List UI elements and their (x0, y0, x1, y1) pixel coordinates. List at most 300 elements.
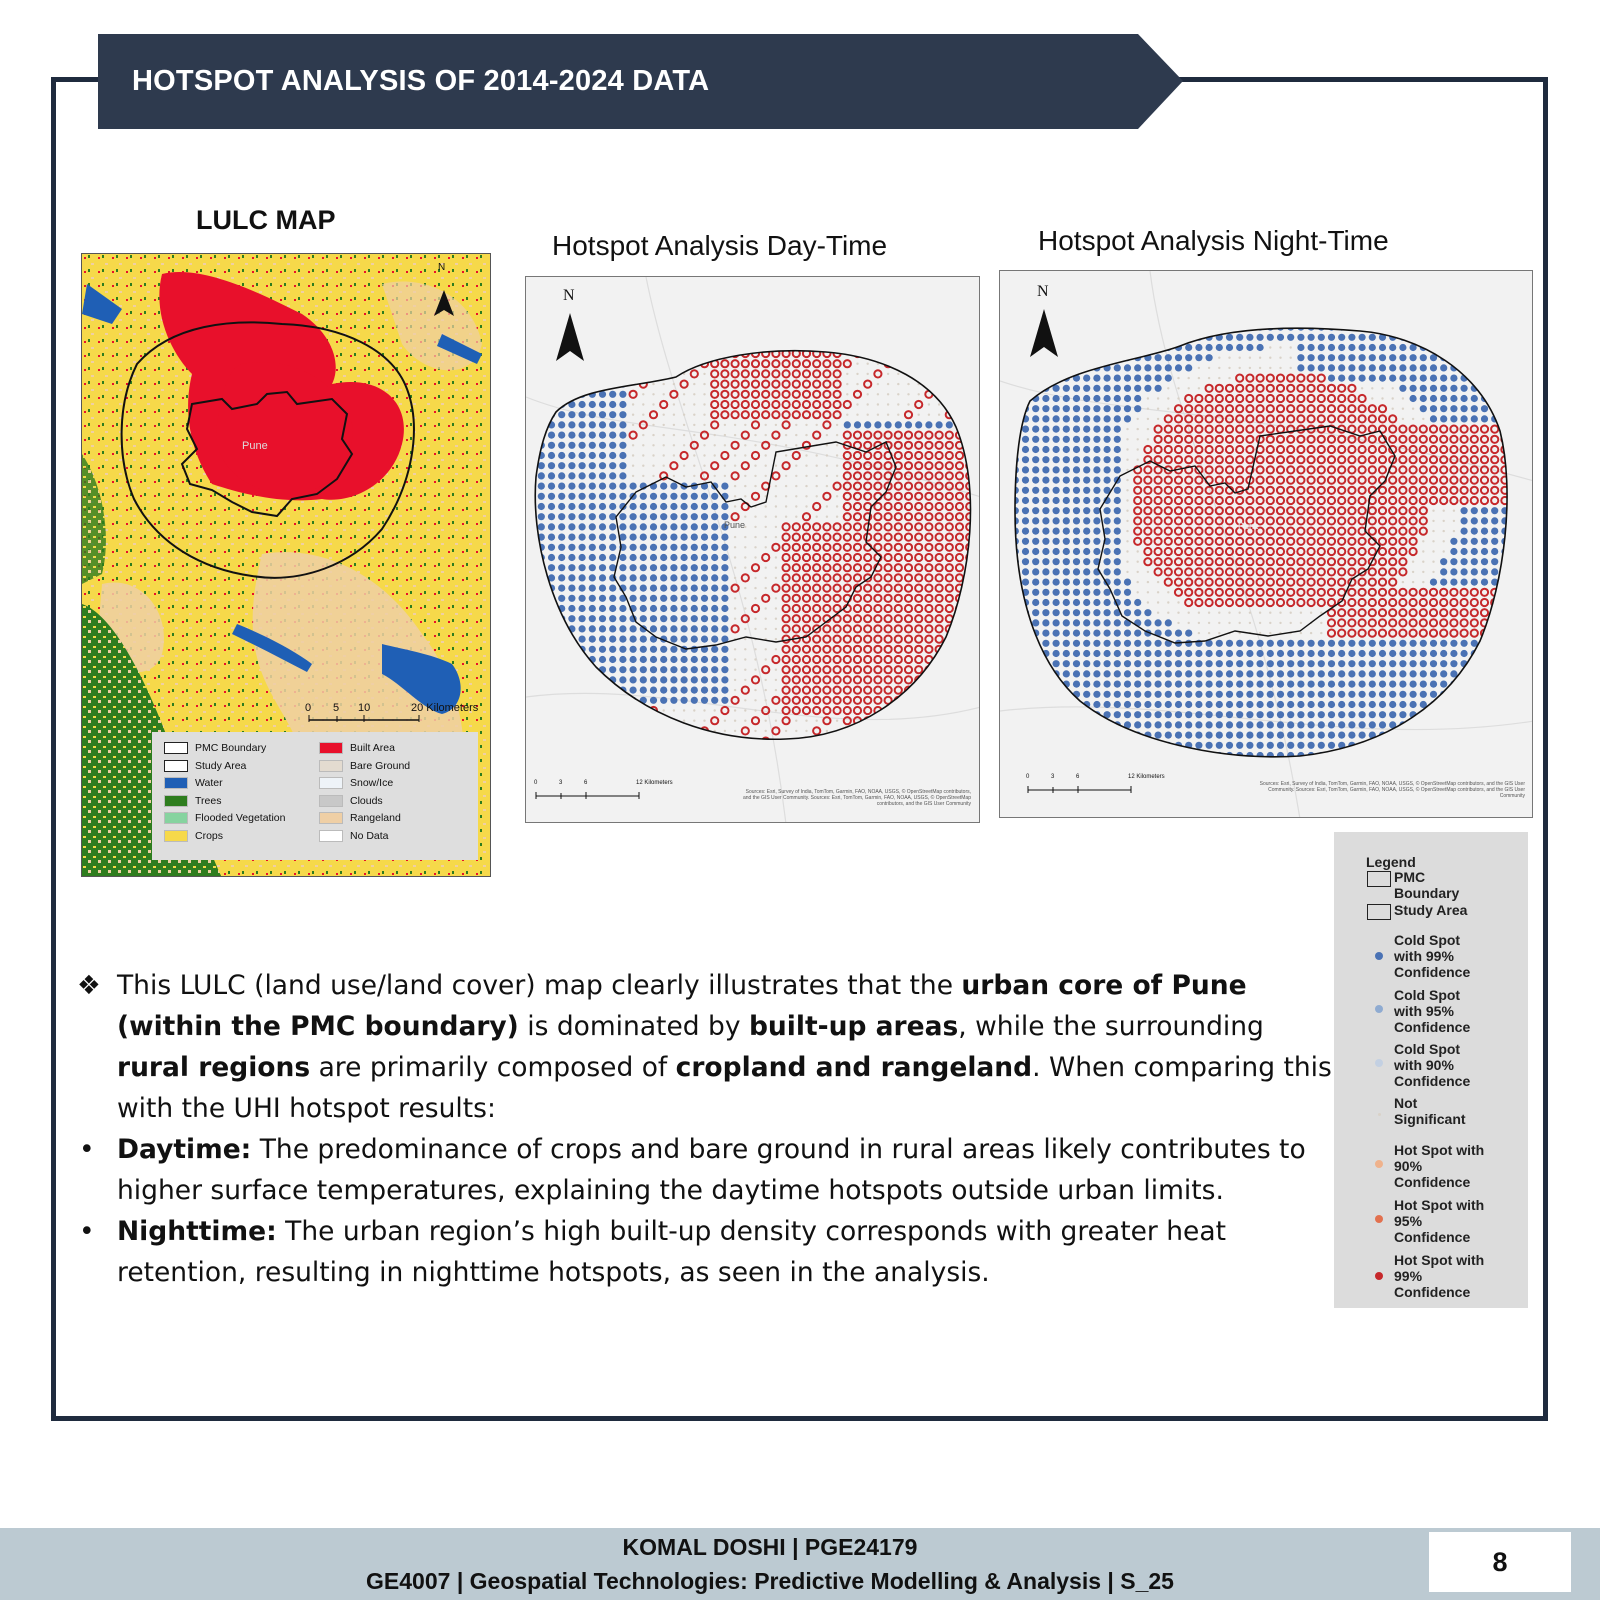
hotspot-dot (918, 373, 920, 375)
hotspot-dot (1165, 415, 1172, 422)
hotspot-dot (589, 503, 596, 510)
hotspot-dot (1308, 650, 1315, 657)
hotspot-dot (864, 625, 871, 632)
hotspot-dot (1300, 632, 1302, 634)
hotspot-dot (1399, 487, 1406, 494)
hotspot-dot (670, 574, 677, 581)
hotspot-dot (1185, 507, 1192, 514)
hotspot-dot (568, 513, 575, 520)
hotspot-dot (721, 299, 728, 306)
hotspot-dot (1501, 650, 1508, 657)
hotspot-dot (703, 312, 705, 314)
hotspot-dot (703, 781, 705, 783)
hotspot-dot (1216, 405, 1223, 412)
hotspot-dot (1104, 660, 1111, 667)
hotspot-dot (834, 523, 841, 530)
hotspot-dot (783, 421, 790, 428)
hotspot-dot (1002, 487, 1009, 494)
hotspot-dot (1073, 507, 1080, 514)
hotspot-dot (1512, 313, 1519, 320)
hotspot-dot (701, 432, 708, 439)
hotspot-dot (1512, 517, 1519, 524)
hotspot-dot (1134, 313, 1141, 320)
hotspot-dot (813, 370, 820, 377)
hotspot-dot (775, 689, 777, 691)
hotspot-dot (765, 618, 767, 620)
hotspot-dot (642, 393, 644, 395)
hotspot-dot (568, 472, 575, 479)
hotspot-dot (650, 564, 657, 571)
hotspot-dot (734, 618, 736, 620)
hotspot-dot (1267, 303, 1274, 310)
hotspot-dot (589, 636, 596, 643)
hotspot-dot (1083, 732, 1090, 739)
hotspot-dot (558, 676, 565, 683)
hotspot-dot (609, 697, 616, 704)
legend-swatch (319, 777, 343, 789)
hotspot-dot (1185, 548, 1192, 555)
hotspot-dot (1126, 459, 1128, 461)
hotspot-dot (579, 472, 586, 479)
hotspot-dot (1450, 711, 1457, 718)
hotspot-dot (864, 340, 871, 347)
hotspot-dot (1063, 487, 1070, 494)
hotspot-dot (1443, 510, 1445, 512)
hotspot-dot (1399, 364, 1406, 371)
hotspot-dot (1165, 691, 1172, 698)
hotspot-dot (1104, 619, 1111, 626)
hotspot-dot (1389, 415, 1396, 422)
hotspot-dot (1440, 599, 1447, 606)
hotspot-dot (918, 414, 920, 416)
hotspot-dot (599, 809, 606, 816)
hotspot-dot (558, 819, 565, 823)
hotspot-dot (874, 687, 881, 694)
hotspot-dot (1165, 660, 1172, 667)
hotspot-dot (673, 312, 675, 314)
hotspot-dot (1491, 640, 1498, 647)
hotspot-dot (538, 483, 545, 490)
hotspot-dot (1257, 691, 1264, 698)
hotspot-dot (1512, 446, 1519, 453)
hotspot-dot (795, 720, 797, 722)
hotspot-dot (793, 585, 800, 592)
hotspot-dot (976, 462, 980, 469)
hotspot-dot (754, 740, 756, 742)
hotspot-dot (754, 556, 756, 558)
hotspot-dot (1053, 283, 1060, 290)
hotspot-dot (816, 485, 818, 487)
hotspot-dot (1369, 446, 1376, 453)
hotspot-dot (1318, 711, 1325, 718)
hotspot-dot (742, 309, 749, 316)
hotspot-dot (1246, 487, 1253, 494)
hotspot-dot (936, 432, 943, 439)
hotspot-dot (1175, 681, 1182, 688)
hotspot-dot (966, 809, 973, 816)
hotspot-dot (803, 615, 810, 622)
hotspot-dot (1287, 732, 1294, 739)
hotspot-dot (528, 483, 535, 490)
hotspot-dot (1461, 477, 1468, 484)
hotspot-dot (1471, 405, 1478, 412)
hotspot-dot (795, 424, 797, 426)
hotspot-dot (1440, 640, 1447, 647)
hotspot-dot (793, 309, 800, 316)
lulc-legend-item (319, 812, 401, 824)
hotspot-dot (744, 638, 746, 640)
lulc-legend-item (319, 777, 393, 789)
hotspot-dot (1042, 405, 1049, 412)
hotspot-dot (915, 523, 922, 530)
hotspot-dot (1422, 561, 1424, 563)
hotspot-dot (1422, 581, 1424, 583)
hotspot-dot (915, 432, 922, 439)
hotspot-dot (936, 697, 943, 704)
hotspot-dot (1379, 446, 1386, 453)
hotspot-dot (693, 771, 695, 773)
hotspot-dot (823, 605, 830, 612)
hotspot-dot (642, 444, 644, 446)
legend-swatch (319, 760, 343, 772)
hotspot-dot (772, 340, 779, 347)
hotspot-dot (1104, 742, 1111, 749)
hotspot-dot (958, 383, 960, 385)
hotspot-dot (1083, 670, 1090, 677)
hotspot-dot (1287, 324, 1294, 331)
hotspot-dot (599, 493, 606, 500)
hotspot-dot (558, 574, 565, 581)
hotspot-dot (1512, 497, 1519, 504)
hotspot-dot (1410, 732, 1417, 739)
hotspot-dot (1104, 558, 1111, 565)
hotspot-dot (864, 381, 871, 388)
hotspot-dot (1195, 742, 1202, 749)
legend-swatch (164, 742, 188, 754)
hotspot-dot (619, 289, 626, 296)
hotspot-dot (673, 414, 675, 416)
hotspot-dot (895, 809, 902, 816)
hotspot-dot (1522, 558, 1529, 565)
hotspot-dot (1420, 660, 1427, 667)
hotspot-dot (1318, 334, 1325, 341)
hotspot-dot (783, 289, 790, 296)
hotspot-dot (630, 727, 637, 734)
hotspot-dot (721, 748, 728, 755)
hotspot-dot (795, 781, 797, 783)
hotspot-dot (1471, 436, 1478, 443)
hotspot-dot (1348, 395, 1355, 402)
hotspot-dot (744, 556, 746, 558)
hotspot-dot (905, 707, 912, 714)
hotspot-dot (813, 523, 820, 530)
hotspot-dot (1440, 630, 1447, 637)
hotspot-dot (693, 750, 695, 752)
hotspot-dot (703, 822, 705, 824)
hotspot-dot (1073, 385, 1080, 392)
hotspot-dot (1491, 334, 1498, 341)
hotspot-dot (579, 717, 586, 724)
hotspot-dot (1522, 701, 1529, 708)
hotspot-dot (1165, 752, 1172, 759)
hotspot-dot (1471, 528, 1478, 535)
hotspot-dot (1440, 752, 1447, 759)
hotspot-dot (854, 544, 861, 551)
hotspot-dot (619, 636, 626, 643)
hotspot-dot (599, 595, 606, 602)
hotspot-dot (1195, 507, 1202, 514)
hotspot-dot (928, 363, 930, 365)
hotspot-dot (1328, 701, 1335, 708)
hotspot-dot (721, 625, 728, 632)
hotspot-dot (538, 625, 545, 632)
hotspot-dot (734, 750, 736, 752)
hotspot-dot (1440, 681, 1447, 688)
hotspot-dot (1185, 324, 1192, 331)
hotspot-dot (1216, 528, 1223, 535)
hotspot-dot (1471, 507, 1478, 514)
hotspot-dot (1471, 691, 1478, 698)
hotspot-dot (1420, 681, 1427, 688)
hotspot-dot (1399, 568, 1406, 575)
hotspot-dot (1063, 415, 1070, 422)
hotspot-dot (1155, 701, 1162, 708)
hotspot-dot (1379, 609, 1386, 616)
hotspot-dot (864, 432, 871, 439)
hotspot-dot (915, 462, 922, 469)
hotspot-dot (1022, 436, 1029, 443)
hotspot-dot (966, 472, 973, 479)
hotspot-dot (1104, 507, 1111, 514)
hotspot-dot (693, 393, 695, 395)
hotspot-dot (1481, 283, 1488, 290)
hotspot-dot (1450, 446, 1457, 453)
hotspot-dot (1083, 426, 1090, 433)
hotspot-dot (874, 646, 881, 653)
hotspot-dot (711, 615, 718, 622)
hotspot-dot (783, 636, 790, 643)
hotspot-dot (793, 574, 800, 581)
hotspot-dot (895, 564, 902, 571)
hotspot-dot (1267, 650, 1274, 657)
hotspot-dot (1290, 346, 1292, 348)
hotspot-dot (721, 503, 728, 510)
day-scale-bar (534, 782, 694, 802)
legend-swatch (319, 742, 343, 754)
hotspot-dot (691, 809, 698, 816)
hotspot-dot (765, 822, 767, 824)
hotspot-dot (579, 442, 586, 449)
hotspot-dot (1359, 446, 1366, 453)
hotspot-dot (691, 615, 698, 622)
hotspot-dot (783, 646, 790, 653)
hotspot-dot (1134, 487, 1141, 494)
hotspot-dot (854, 707, 861, 714)
hotspot-dot (775, 607, 777, 609)
hotspot-dot (1461, 589, 1468, 596)
hotspot-dot (805, 434, 807, 436)
hotspot-dot (1206, 568, 1213, 575)
legend-label: Built Area (350, 742, 395, 754)
hotspot-dot (528, 432, 535, 439)
hotspot-dot (703, 291, 705, 293)
hotspot-dot (619, 574, 626, 581)
hotspot-dot (946, 544, 953, 551)
hotspot-dot (1308, 681, 1315, 688)
hotspot-dot (1328, 517, 1335, 524)
hotspot-dot (1328, 446, 1335, 453)
hotspot-dot (803, 401, 810, 408)
hotspot-dot (1381, 387, 1383, 389)
hotspot-dot (976, 554, 980, 561)
hotspot-dot (785, 434, 787, 436)
hotspot-dot (864, 472, 871, 479)
hotspot-dot (642, 352, 644, 354)
hotspot-dot (1155, 721, 1162, 728)
hotspot-dot (558, 462, 565, 469)
hotspot-dot (1389, 344, 1396, 351)
hotspot-dot (1420, 589, 1427, 596)
hotspot-dot (1236, 303, 1243, 310)
hotspot-dot (1512, 273, 1519, 280)
hotspot-dot (1481, 273, 1488, 280)
hotspot-dot (885, 585, 892, 592)
hotspot-dot (1053, 446, 1060, 453)
hotspot-dot (732, 697, 739, 704)
hotspot-dot (1216, 579, 1223, 586)
hotspot-dot (1359, 283, 1366, 290)
hotspot-dot (1379, 364, 1386, 371)
hotspot-dot (956, 564, 963, 571)
hotspot-dot (1501, 681, 1508, 688)
hotspot-dot (1308, 293, 1315, 300)
hotspot-dot (579, 758, 586, 765)
hotspot-dot (936, 819, 943, 823)
hotspot-dot (1328, 395, 1335, 402)
hotspot-dot (813, 299, 820, 306)
hotspot-dot (979, 332, 980, 334)
hotspot-dot (711, 411, 718, 418)
hotspot-dot (1359, 344, 1366, 351)
hotspot-dot (805, 505, 807, 507)
hotspot-dot (538, 370, 545, 377)
hotspot-dot (1399, 640, 1406, 647)
hotspot-dot (834, 646, 841, 653)
hotspot-dot (1461, 609, 1468, 616)
hotspot-dot (683, 811, 685, 813)
hotspot-dot (956, 676, 963, 683)
hotspot-dot (895, 758, 902, 765)
hotspot-dot (742, 727, 749, 734)
hotspot-dot (1257, 732, 1264, 739)
hotspot-dot (1208, 612, 1210, 614)
hotspot-dot (864, 483, 871, 490)
hotspot-dot (1198, 367, 1200, 369)
hotspot-dot (1287, 497, 1294, 504)
hotspot-dot (670, 513, 677, 520)
hotspot-dot (803, 360, 810, 367)
hotspot-dot (528, 401, 535, 408)
hotspot-dot (1450, 354, 1457, 361)
hotspot-dot (630, 636, 637, 643)
hotspot-dot (966, 768, 973, 775)
hotspot-dot (1226, 334, 1233, 341)
hotspot-dot (1236, 568, 1243, 575)
hotspot-dot (854, 646, 861, 653)
hotspot-dot (1022, 538, 1029, 545)
hotspot-dot (663, 434, 665, 436)
hotspot-dot (650, 646, 657, 653)
hotspot-dot (640, 585, 647, 592)
hotspot-dot (1246, 395, 1253, 402)
hotspot-dot (1308, 303, 1315, 310)
hotspot-dot (1155, 691, 1162, 698)
hotspot-dot (823, 523, 830, 530)
hotspot-dot (714, 444, 716, 446)
hotspot-dot (1422, 418, 1424, 420)
hotspot-dot (1236, 446, 1243, 453)
hotspot-dot (1012, 640, 1019, 647)
hotspot-dot (1195, 670, 1202, 677)
hotspot-dot (1359, 354, 1366, 361)
hotspot-dot (673, 383, 675, 385)
hotspot-dot (1277, 732, 1284, 739)
hotspot-dot (1257, 599, 1264, 606)
hotspot-dot (579, 279, 586, 286)
hotspot-dot (589, 513, 596, 520)
hotspot-dot (619, 727, 626, 734)
hotspot-dot (742, 432, 749, 439)
hotspot-dot (579, 523, 586, 530)
hotspot-dot (979, 301, 980, 303)
hotspot-dot (805, 424, 807, 426)
hotspot-dot (1287, 558, 1294, 565)
hotspot-dot (885, 676, 892, 683)
hotspot-dot (609, 442, 616, 449)
hotspot-dot (660, 503, 667, 510)
hotspot-dot (1512, 609, 1519, 616)
hotspot-dot (579, 534, 586, 541)
legend-swatch (164, 812, 188, 824)
hotspot-dot (762, 391, 769, 398)
hotspot-dot (1512, 528, 1519, 535)
hotspot-dot (1338, 313, 1345, 320)
hotspot-dot (609, 666, 616, 673)
hotspot-dot (803, 687, 810, 694)
hotspot-dot (1399, 436, 1406, 443)
hotspot-dot (1022, 660, 1029, 667)
hotspot-dot (1134, 344, 1141, 351)
hotspot-dot (568, 615, 575, 622)
hotspot-dot (1512, 293, 1519, 300)
hotspot-dot (744, 709, 746, 711)
hotspot-dot (925, 748, 932, 755)
hotspot-dot (1369, 681, 1376, 688)
hotspot-dot (1308, 466, 1315, 473)
hotspot-dot (1124, 589, 1131, 596)
hotspot-dot (528, 809, 535, 816)
hotspot-dot (1188, 387, 1190, 389)
hotspot-dot (1093, 752, 1100, 759)
hotspot-dot (1297, 568, 1304, 575)
hotspot-dot (765, 811, 767, 813)
hotspot-dot (589, 554, 596, 561)
hotspot-dot (1144, 528, 1151, 535)
hotspot-dot (1083, 589, 1090, 596)
hotspot-dot (1379, 630, 1386, 637)
hotspot-dot (874, 676, 881, 683)
hotspot-dot (915, 401, 922, 408)
